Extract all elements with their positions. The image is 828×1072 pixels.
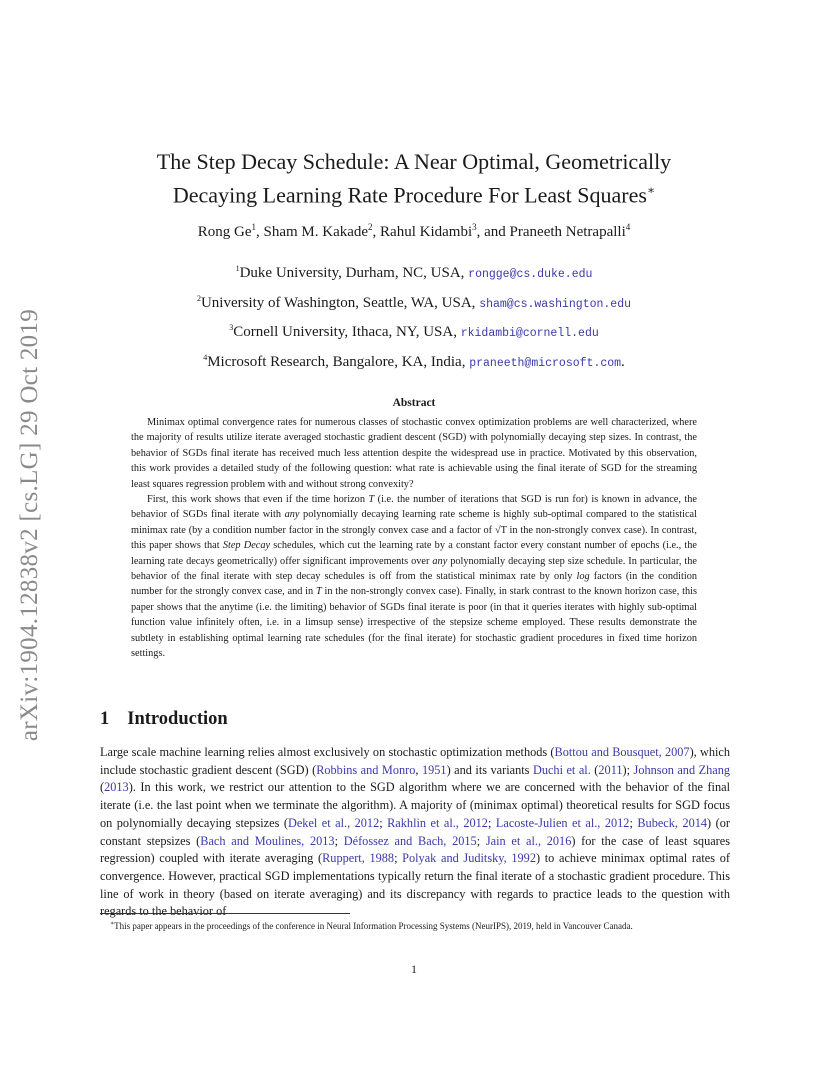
citation-link[interactable]: Rakhlin et al., 2012 [387, 815, 488, 830]
citation-link[interactable]: Johnson and Zhang [633, 762, 731, 777]
paper-title [100, 147, 728, 209]
arxiv-side-stamp [15, 290, 45, 760]
abstract-paragraph: Minimax optimal convergence rates for numerous classes of stochastic convex optimization problems are well characterized, where the majority of results utilize iterate averaged stochastic gradient descent (SGD) with polynomially decaying step sizes. In contrast, the behavior of SGDs final iterate has received much less attention despite the widespread use in practice. Motivated by this observation, this work provides a detailed study of the following question: what rate is achievable using the final iterate of SGD for the streaming least squares regression problem with and without strong convexity? [131, 417, 697, 490]
citation-link[interactable]: Bottou and Bousquet, 2007 [554, 745, 690, 759]
email-link[interactable]: sham@cs.washington.edu [479, 297, 632, 311]
citation-link[interactable]: 2011 [598, 762, 623, 777]
affiliation: $^1$Duke University, Durham, NC, USA, rongge@cs.duke.edu [235, 264, 593, 281]
intro-paragraph: Large scale machine learning relies almost exclusively on stochastic optimization methods (Bottou and Bousquet, 2007), which include stochastic gradient descent (SGD) (Robbins and Monro, 1951) and its variants Duchi et al. (2011); Johnson and Zhang (2013). In this work, we restrict our attention to the SGD algorithm where we are concerned with the behavior of the final iterate (i.e. the last point when we terminate the algorithm). A majority of (minimax optimal) theoretical results for SGD focus on polynomially decaying stepsizes (Dekel et al., 2012; Rakhlin et al., 2012; Lacoste-Julien et al., 2012; Bubeck, 2014) (or constant stepsizes (Bach and Moulines, 2013; Défossez and Bach, 2015; Jain et al., 2016) for the case of least squares regression) coupled with iterate averaging (Ruppert, 1988; Polyak and Juditsky, 1992) to achieve minimax optimal rates of convergence. However, practical SGD implementations typically return the final iterate of a stochastic gradient procedure. This line of work in theory (based on iterate averaging) and its discrepancy with regards to practice leads to the question with regards to the behavior of [100, 745, 731, 919]
author: Rahul Kidambi [380, 224, 473, 240]
citation-link[interactable]: Dekel et al., 2012 [287, 815, 380, 830]
page-number: 1 [411, 962, 417, 976]
title-line-1: The Step Decay Schedule: A Near Optimal, Geometrically [156, 149, 672, 174]
citation-link[interactable]: Ruppert, 1988 [322, 851, 395, 866]
author: Sham M. Kakade [263, 224, 369, 240]
arxiv-identifier: arXiv:1904.12838v2 [cs.LG] 29 Oct 2019 [16, 308, 43, 742]
email-link[interactable]: rkidambi@cornell.edu [460, 327, 599, 340]
citation-link[interactable]: 1951 [421, 762, 447, 777]
section-heading [100, 709, 228, 730]
footnote-divider [100, 913, 350, 914]
citation-link[interactable]: Duchi et al. [532, 762, 591, 777]
email-link[interactable]: rongge@cs.duke.edu [468, 268, 593, 281]
abstract-heading: Abstract [392, 397, 436, 409]
title-line-2: Decaying Learning Rate Procedure For Least Squares∗ [172, 182, 656, 208]
affiliation-list [100, 257, 728, 375]
citation-link[interactable]: Défossez and Bach, 2015 [343, 833, 477, 848]
author: Rong Ge [197, 224, 252, 240]
introduction-body [100, 744, 730, 921]
citation-link[interactable]: 2013 [104, 780, 129, 795]
affiliation: $^3$Cornell University, Ithaca, NY, USA, rkidambi@cornell.edu [229, 323, 599, 340]
citation-link[interactable]: Jain et al., 2016 [485, 833, 572, 848]
section-title: Introduction [127, 709, 228, 729]
footnote: ∗This paper appears in the proceedings of the conference in Neural Information Processing Systems (NeurIPS), 2019, held in Vancouver Canada. [110, 921, 633, 931]
author: Praneeth Netrapalli [509, 224, 626, 240]
author-list: Rong Ge$^1$, Sham M. Kakade$^2$, Rahul Kidambi$^3$, and Praneeth Netrapalli$^4$ [197, 222, 631, 240]
email-link[interactable]: praneeth@microsoft.com [469, 356, 622, 370]
affiliation: $^4$Microsoft Research, Bangalore, KA, India, praneeth@microsoft.com. [203, 352, 625, 370]
citation-link[interactable]: Lacoste-Julien et al., 2012 [495, 815, 630, 830]
citation-link[interactable]: Bubeck, 2014 [637, 815, 708, 830]
sqrt-t-math: √T [494, 524, 507, 536]
citation-link[interactable]: Bach and Moulines, 2013 [200, 833, 335, 848]
footnote-mark: ∗ [110, 921, 115, 927]
citation-link[interactable]: Robbins and Monro [316, 762, 416, 777]
abstract-paragraph: First, this work shows that even if the time horizon T (i.e. the number of iterations that SGD is run for) is known in advance, the behavior of SGDs final iterate with any polynomially decaying learning rate scheme is highly sub-optimal compared to the statistical minimax rate (by a condition number factor in the strongly convex case and a factor of √T in the non-strongly convex case). In contrast, this paper shows that Step Decay schedules, which cut the learning rate by a constant factor every constant number of epochs (i.e., the learning rate decays geometrically) offer significant improvements over any polynomially decaying step size schedule. In particular, the behavior of the final iterate with step decay schedules is off from the statistical minimax rate by only log factors (in the condition number for the strongly convex case, and in T in the non-strongly convex case). Finally, in stark contrast to the known horizon case, this paper shows that the anytime (i.e. the limiting) behavior of SGDs final iterate is poor (in that it queries iterates with highly sub-optimal function value infinitely often, i.e. in a limsup sense) irrespective of the stepsize scheme employed. These results demonstrate the subtlety in establishing optimal learning rate schedules (for the final iterate) for stochastic gradient procedures in fixed time horizon settings. [131, 494, 698, 660]
section-number: 1 [100, 709, 110, 729]
abstract-body [131, 415, 697, 662]
affiliation: $^2$University of Washington, Seattle, WA, USA, sham@cs.washington.edu [196, 293, 632, 311]
title-footnote-mark: ∗ [646, 183, 656, 197]
citation-link[interactable]: Polyak and Juditsky, 1992 [402, 851, 536, 866]
